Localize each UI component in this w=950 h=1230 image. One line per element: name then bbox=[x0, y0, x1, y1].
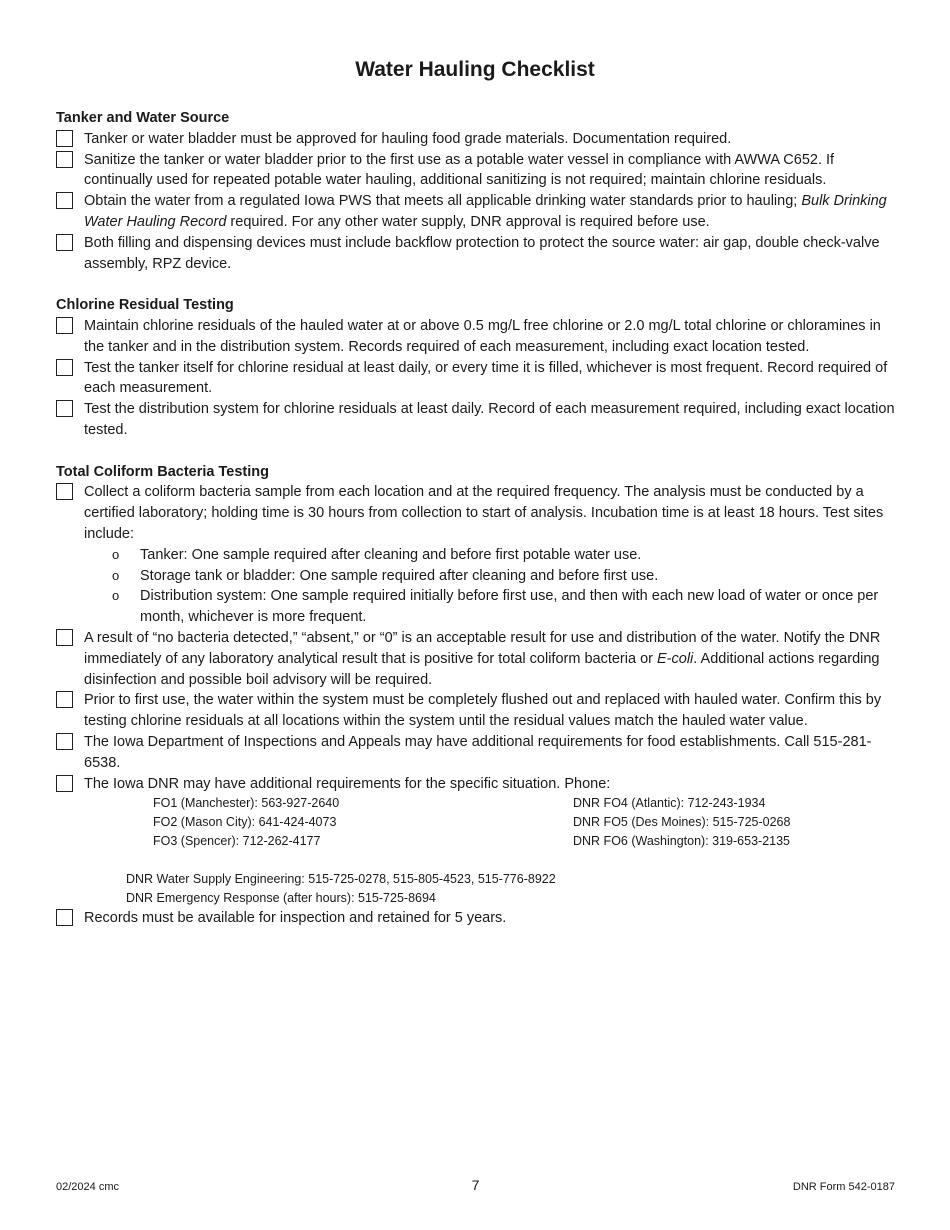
checklist-item bbox=[56, 191, 898, 233]
record-form-name: Bulk Drinking Water Hauling Record bbox=[84, 193, 887, 230]
item-text: Obtain the water from a regulated Iowa PWS that meets all applicable drinking water standards prior to hauling; bbox=[84, 193, 798, 210]
dnr-contacts bbox=[126, 870, 898, 908]
checkbox[interactable] bbox=[56, 359, 73, 376]
bullet-icon: o bbox=[112, 567, 120, 583]
bullet-icon: o bbox=[112, 546, 120, 562]
list-item bbox=[56, 545, 898, 566]
contact-line: DNR FO5 (Des Moines): 515-725-0268 bbox=[573, 815, 791, 830]
list-item bbox=[56, 566, 898, 587]
checklist-item bbox=[56, 129, 898, 150]
engineering-contact: DNR Water Supply Engineering: 515-725-0278, 515-805-4523, 515-776-8922 bbox=[126, 872, 556, 887]
item-text: Sanitize the tanker or water bladder prior to the first use as a potable water vessel in compliance with AWWA C652. If continually used for repeated potable water hauling, additional sanitizing is not required; maintain chlorine residuals. bbox=[84, 151, 835, 189]
checkbox[interactable] bbox=[56, 691, 73, 708]
item-text: Both filling and dispensing devices must include backflow protection to protect the source water: air gap, double check-valve assembly, RPZ device. bbox=[84, 234, 880, 272]
section-heading-tanker: Tanker and Water Source bbox=[56, 110, 230, 126]
ecoli-term: E-coli bbox=[657, 650, 694, 667]
item-text: Prior to first use, the water within the system must be completely flushed out and replaced with hauled water. Confirm this by testing chlorine residuals at all locations within the system until the residual values match the hauled water value. bbox=[84, 692, 882, 730]
item-text: Tanker or water bladder must be approved for hauling food grade materials. Documentation required. bbox=[84, 130, 732, 147]
checkbox[interactable] bbox=[56, 629, 73, 646]
checklist-item bbox=[56, 482, 898, 544]
contact-line: FO3 (Spencer): 712-262-4177 bbox=[153, 834, 321, 849]
checklist-item bbox=[56, 150, 898, 192]
checklist-item bbox=[56, 399, 898, 441]
checkbox[interactable] bbox=[56, 400, 73, 417]
item-text: Test the distribution system for chlorine residuals at least daily. Record of each measurement required, including exact location tested. bbox=[84, 401, 895, 438]
checklist-item bbox=[56, 233, 898, 275]
checklist-item bbox=[56, 732, 898, 774]
section-heading-chlorine: Chlorine Residual Testing bbox=[56, 297, 234, 314]
contact-line: DNR FO4 (Atlantic): 712-243-1934 bbox=[573, 796, 766, 811]
checklist-item bbox=[56, 316, 898, 358]
form-number: DNR Form 542-0187 bbox=[792, 1181, 895, 1193]
contact-line: DNR FO6 (Washington): 319-653-2135 bbox=[573, 834, 790, 849]
checkbox[interactable] bbox=[56, 483, 73, 500]
checkbox[interactable] bbox=[56, 234, 73, 251]
checklist-item bbox=[56, 628, 898, 690]
checklist bbox=[56, 108, 898, 929]
field-office-contacts bbox=[153, 794, 898, 851]
item-text: Records must be available for inspection and retained for 5 years. bbox=[84, 910, 507, 927]
test-sites-list bbox=[56, 545, 898, 628]
item-text: required. For any other water supply, DNR approval is required before use. bbox=[230, 213, 710, 230]
checklist-item bbox=[56, 358, 898, 400]
footer-date: 02/2024 cmc bbox=[56, 1181, 119, 1193]
section-heading-coliform: Total Coliform Bacteria Testing bbox=[56, 463, 269, 480]
item-text: Distribution system: One sample required initially before first use, and then with each new load of water or once per month, whichever is more frequent. bbox=[140, 588, 879, 626]
checkbox[interactable] bbox=[56, 909, 73, 926]
contact-line: FO2 (Mason City): 641-424-4073 bbox=[153, 815, 337, 830]
contact-line: FO1 (Manchester): 563-927-2640 bbox=[153, 796, 340, 811]
item-text: Tanker: One sample required after cleaning and before first potable water use. bbox=[140, 546, 642, 563]
item-text: Maintain chlorine residuals of the hauled water at or above 0.5 mg/L free chlorine or 2.0 mg/L total chlorine or chloramines in the tanker and in the distribution system. Records required of each measurement, including exact location tested. bbox=[84, 317, 881, 355]
bullet-icon: o bbox=[112, 588, 120, 604]
checklist-item bbox=[56, 690, 898, 732]
item-text: Storage tank or bladder: One sample required after cleaning and before first use. bbox=[140, 567, 659, 584]
checkbox[interactable] bbox=[56, 317, 73, 334]
checkbox[interactable] bbox=[56, 130, 73, 147]
list-item bbox=[56, 586, 898, 628]
emergency-contact: DNR Emergency Response (after hours): 515-725-8694 bbox=[126, 891, 436, 906]
item-text: The Iowa DNR may have additional requirements for the specific situation. Phone: bbox=[84, 775, 611, 792]
item-text: A result of “no bacteria detected,” “absent,” or “0” is an acceptable result for use and distribution of the water. Notify the DNR immediately of any laboratory analytical result that is positive for total coliform bacteria or bbox=[84, 629, 881, 667]
checkbox[interactable] bbox=[56, 775, 73, 792]
item-text: . Additional actions regarding disinfection and possible boil advisory will be required. bbox=[84, 650, 880, 688]
item-text: The Iowa Department of Inspections and Appeals may have additional requirements for food establishments. Call 515-281-6538. bbox=[84, 733, 872, 771]
page-title: Water Hauling Checklist bbox=[355, 58, 595, 81]
item-text: Test the tanker itself for chlorine residual at least daily, or every time it is filled, whichever is most frequent. Record required of each measurement. bbox=[84, 359, 888, 397]
checklist-item bbox=[56, 774, 898, 795]
item-text: Collect a coliform bacteria sample from each location and at the required frequency. The analysis must be conducted by a certified laboratory; holding time is 30 hours from collection to start of analysis. Incubation time is at least 18 hours. Test sites include: bbox=[84, 484, 884, 542]
checkbox[interactable] bbox=[56, 192, 73, 209]
page-number: 7 bbox=[471, 1177, 480, 1193]
checklist-item bbox=[56, 908, 898, 929]
checkbox[interactable] bbox=[56, 151, 73, 168]
checkbox[interactable] bbox=[56, 733, 73, 750]
page-footer bbox=[56, 1179, 895, 1199]
